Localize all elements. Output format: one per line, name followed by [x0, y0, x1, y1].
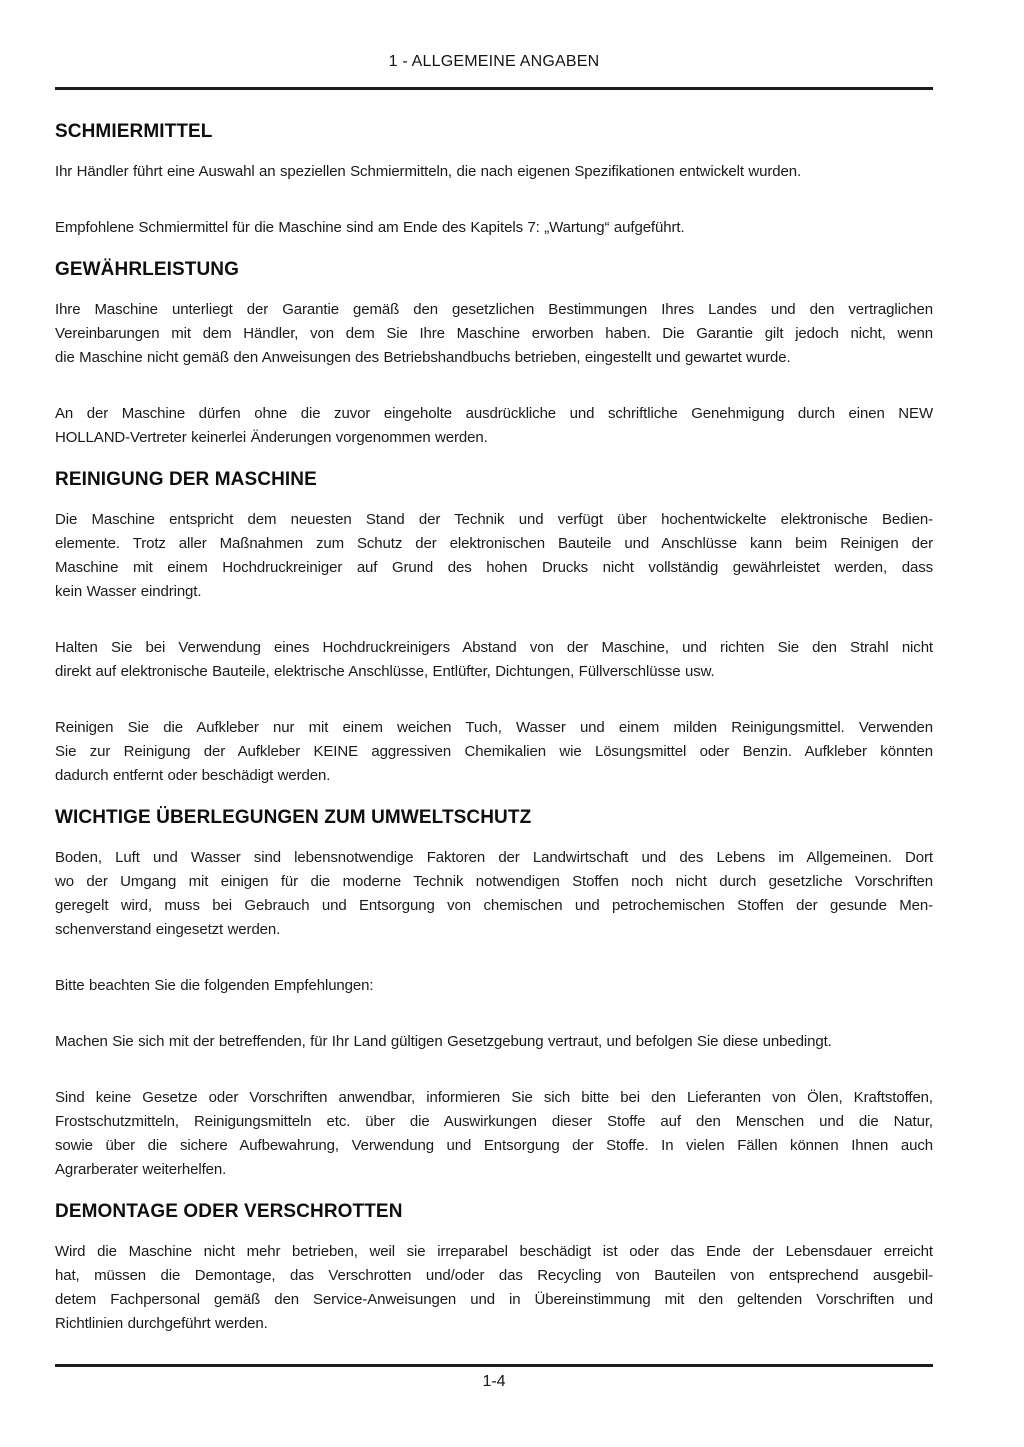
- text-line: wo der Umgang mit einigen für die moderne Technik notwendigen Stoffen noch nicht durch gesetzliche Vorschriften: [55, 873, 933, 890]
- text-line: Agrarberater weiterhelfen.: [55, 1161, 227, 1178]
- paragraph: [55, 216, 933, 240]
- section-heading: SCHMIERMITTEL: [55, 121, 213, 142]
- section-heading: REINIGUNG DER MASCHINE: [55, 469, 317, 490]
- paragraph: [55, 160, 933, 184]
- paragraph: [55, 974, 933, 998]
- text-line: An der Maschine dürfen ohne die zuvor eingeholte ausdrückliche und schriftliche Genehmigung durch einen NEW: [55, 405, 933, 422]
- document-section: [55, 259, 933, 450]
- text-line: Die Maschine entspricht dem neuesten Stand der Technik und verfügt über hochentwickelte elektronische Bedien-: [55, 511, 933, 528]
- text-line: dadurch entfernt oder beschädigt werden.: [55, 767, 331, 784]
- document-section: [55, 469, 933, 788]
- text-line: Richtlinien durchgeführt werden.: [55, 1315, 268, 1332]
- page-number: 1-4: [482, 1373, 506, 1390]
- page-footer: [55, 1364, 933, 1392]
- text-line: elemente. Trotz aller Maßnahmen zum Schutz der elektronischen Bauteile und Anschlüsse kann beim Reinigen der: [55, 535, 933, 552]
- document-section: [55, 807, 933, 1182]
- text-line: Sind keine Gesetze oder Vorschriften anwendbar, informieren Sie sich bitte bei den Lieferanten von Ölen, Kraftstoffen,: [55, 1089, 933, 1106]
- paragraph: [55, 298, 933, 370]
- paragraph: [55, 716, 933, 788]
- text-line: die Maschine nicht gemäß den Anweisungen des Betriebshandbuchs betrieben, eingestellt und gewartet wurde.: [55, 349, 791, 366]
- text-line: direkt auf elektronische Bauteile, elektrische Anschlüsse, Entlüfter, Dichtungen, Füllverschlüsse usw.: [55, 663, 715, 680]
- header-rule: [55, 87, 933, 90]
- page-content: [55, 121, 933, 1336]
- text-line: schenverstand eingesetzt werden.: [55, 921, 281, 938]
- footer-rule: [55, 1364, 933, 1367]
- paragraph: [55, 402, 933, 450]
- section-heading: DEMONTAGE ODER VERSCHROTTEN: [55, 1201, 403, 1222]
- text-line: Sie zur Reinigung der Aufkleber KEINE aggressiven Chemikalien wie Lösungsmittel oder Benzin. Aufkleber könnten: [55, 743, 933, 760]
- page-header: [55, 52, 933, 90]
- text-line: HOLLAND-Vertreter keinerlei Änderungen vorgenommen werden.: [55, 429, 488, 446]
- text-line: Maschine mit einem Hochdruckreiniger auf Grund des hohen Drucks nicht vollständig gewährleistet werden, dass: [55, 559, 933, 576]
- text-line: Machen Sie sich mit der betreffenden, für Ihr Land gültigen Gesetzgebung vertraut, und befolgen Sie diese unbedingt.: [55, 1033, 832, 1050]
- text-line: detem Fachpersonal gemäß den Service-Anweisungen und in Übereinstimmung mit den geltenden Vorschriften und: [55, 1291, 933, 1308]
- text-line: Bitte beachten Sie die folgenden Empfehlungen:: [55, 977, 374, 994]
- text-line: Empfohlene Schmiermittel für die Maschine sind am Ende des Kapitels 7: „Wartung“ aufgeführt.: [55, 219, 685, 236]
- text-line: Ihre Maschine unterliegt der Garantie gemäß den gesetzlichen Bestimmungen Ihres Landes und den vertraglichen: [55, 301, 933, 318]
- document-section: [55, 121, 933, 240]
- text-line: sowie über die sichere Aufbewahrung, Verwendung und Entsorgung der Stoffe. In vielen Fällen können Ihnen auch: [55, 1137, 933, 1154]
- text-line: kein Wasser eindringt.: [55, 583, 202, 600]
- text-line: Frostschutzmitteln, Reinigungsmitteln etc. über die Auswirkungen dieser Stoffe auf den Menschen und die Natur,: [55, 1113, 933, 1130]
- section-heading: WICHTIGE ÜBERLEGUNGEN ZUM UMWELTSCHUTZ: [55, 807, 532, 828]
- chapter-header-title: 1 - ALLGEMEINE ANGABEN: [388, 53, 600, 70]
- text-line: Boden, Luft und Wasser sind lebensnotwendige Faktoren der Landwirtschaft und des Lebens im Allgemeinen. Dort: [55, 849, 933, 866]
- paragraph: [55, 846, 933, 942]
- paragraph: [55, 1030, 933, 1054]
- document-section: [55, 1201, 933, 1336]
- text-line: Vereinbarungen mit dem Händler, von dem Sie Ihre Maschine erworben haben. Die Garantie gilt jedoch nicht, wenn: [55, 325, 933, 342]
- paragraph: [55, 1240, 933, 1336]
- text-line: Halten Sie bei Verwendung eines Hochdruckreinigers Abstand von der Maschine, und richten Sie den Strahl nicht: [55, 639, 933, 656]
- section-heading: GEWÄHRLEISTUNG: [55, 259, 240, 280]
- paragraph: [55, 1086, 933, 1182]
- text-line: Wird die Maschine nicht mehr betrieben, weil sie irreparabel beschädigt ist oder das Ende der Lebensdauer erreicht: [55, 1243, 933, 1260]
- text-line: geregelt wird, muss bei Gebrauch und Entsorgung von chemischen und petrochemischen Stoffen der gesunde Men-: [55, 897, 933, 914]
- text-line: Ihr Händler führt eine Auswahl an speziellen Schmiermitteln, die nach eigenen Spezifikationen entwickelt wurden.: [55, 163, 802, 180]
- paragraph: [55, 636, 933, 684]
- text-line: Reinigen Sie die Aufkleber nur mit einem weichen Tuch, Wasser und einem milden Reinigungsmittel. Verwenden: [55, 719, 933, 736]
- paragraph: [55, 508, 933, 604]
- text-line: hat, müssen die Demontage, das Verschrotten und/oder das Recycling von Bauteilen von entsprechend ausgebil-: [55, 1267, 933, 1284]
